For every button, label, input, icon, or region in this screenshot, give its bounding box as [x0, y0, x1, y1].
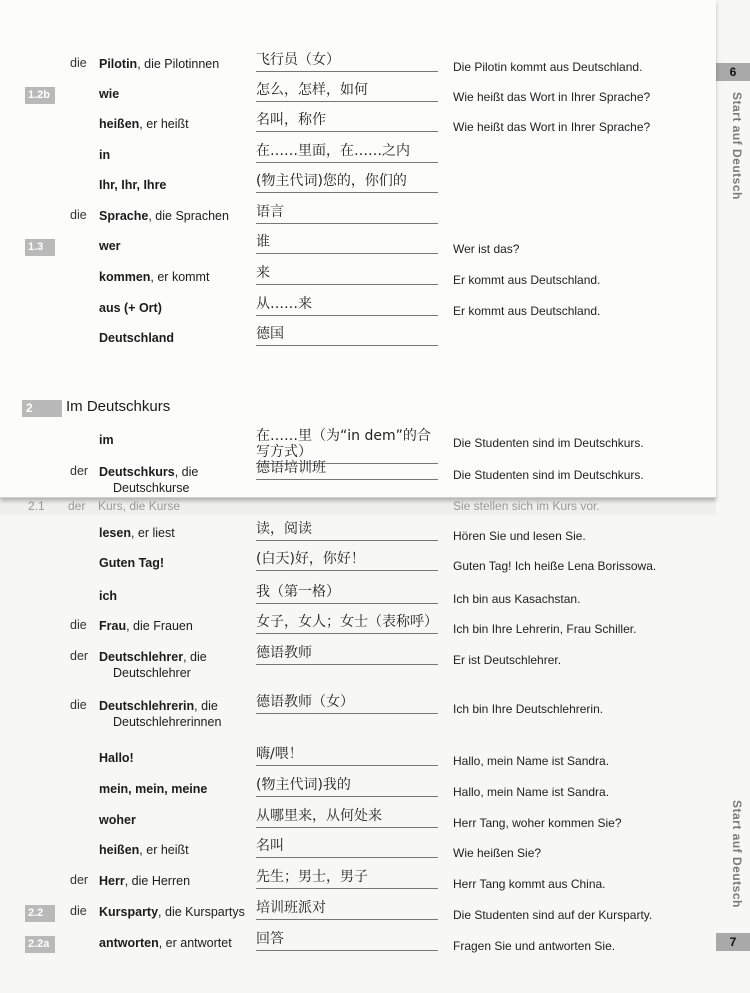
headword-forms: , er antwortet — [158, 936, 232, 950]
headword — [99, 464, 259, 496]
article: der — [70, 649, 89, 663]
headword-main: Frau — [99, 619, 127, 633]
headword — [99, 177, 259, 193]
example-sentence: Die Pilotin kommt aus Deutschland. — [453, 60, 643, 74]
ghost-article: der — [68, 499, 86, 513]
headword-main: Sprache — [99, 209, 149, 223]
headword — [99, 698, 259, 730]
vocab-row — [0, 931, 716, 962]
headword — [99, 873, 259, 889]
headword-main: Herr — [99, 874, 125, 888]
article: die — [70, 618, 87, 632]
article: die — [70, 208, 87, 222]
headword-forms: , er heißt — [139, 843, 189, 857]
chinese-translation: 德语教师（女） — [256, 694, 438, 714]
chinese-translation: 在……里面，在……之内 — [256, 143, 438, 163]
headword-main: Deutschlehrer — [99, 650, 184, 664]
headword-forms: , die Sprachen — [148, 209, 229, 223]
example-sentence: Wie heißen Sie? — [453, 846, 542, 860]
headword-forms-continued: Deutschlehrer — [113, 666, 191, 680]
chinese-translation: 来 — [256, 265, 438, 285]
ghost-tag: 2.1 — [28, 499, 45, 513]
chinese-translation: 谁 — [256, 234, 438, 254]
chinese-translation: 读，阅读 — [256, 521, 438, 541]
headword-forms: , die Frauen — [126, 619, 193, 633]
headword — [99, 56, 259, 72]
vocab-row — [0, 265, 716, 296]
chinese-translation: 从……来 — [256, 296, 438, 316]
chinese-translation: (物主代词)您的，你们的 — [256, 173, 438, 193]
chinese-translation: 在……里（为“in dem”的合写方式） — [256, 428, 438, 464]
vocab-row — [0, 838, 716, 869]
example-sentence: Er kommt aus Deutschland. — [453, 273, 601, 287]
vocab-row — [0, 204, 716, 235]
vocab-row — [0, 296, 716, 327]
ghost-example: Sie stellen sich im Kurs vor. — [453, 499, 600, 513]
headword — [99, 812, 259, 828]
vocab-row — [0, 460, 716, 495]
chinese-translation: 回答 — [256, 931, 438, 951]
headword-main: antworten — [99, 936, 159, 950]
vocab-row — [0, 428, 716, 459]
chinese-translation: 从哪里来，从何处来 — [256, 808, 438, 828]
article: die — [70, 698, 87, 712]
headword-main: wer — [99, 239, 121, 253]
vocab-row — [0, 112, 716, 143]
exercise-tag: 2.2 — [25, 905, 55, 922]
example-sentence: Die Studenten sind auf der Kursparty. — [453, 908, 653, 922]
chinese-translation: 女子，女人；女士（表称呼） — [256, 614, 438, 634]
headword-main: Kursparty — [99, 905, 159, 919]
chinese-translation: 德国 — [256, 326, 438, 346]
example-sentence: Wie heißt das Wort in Ihrer Sprache? — [453, 120, 651, 134]
chinese-translation: 德语教师 — [256, 645, 438, 665]
example-sentence: Hallo, mein Name ist Sandra. — [453, 785, 610, 799]
article: die — [70, 56, 87, 70]
underlying-page-strip — [0, 497, 716, 515]
side-title-bottom: Start auf Deutsch — [730, 800, 744, 908]
exercise-tag: 2.2a — [25, 936, 55, 953]
vocab-row — [0, 694, 716, 729]
headword — [99, 208, 259, 224]
example-sentence: Ich bin Ihre Lehrerin, Frau Schiller. — [453, 622, 637, 636]
headword — [99, 588, 259, 604]
headword-forms: , die — [183, 650, 207, 664]
article: die — [70, 904, 87, 918]
article: der — [70, 464, 89, 478]
page-number-tab-top: 6 — [716, 63, 750, 81]
example-sentence: Wer ist das? — [453, 242, 520, 256]
headword-main: lesen — [99, 526, 131, 540]
vocab-row — [0, 746, 716, 777]
headword — [99, 842, 259, 858]
example-sentence: Guten Tag! Ich heiße Lena Borissowa. — [453, 559, 657, 573]
headword-main: mein, mein, meine — [99, 782, 208, 796]
vocab-row — [0, 869, 716, 900]
section-title: Im Deutschkurs — [66, 398, 171, 415]
example-sentence: Ich bin Ihre Deutschlehrerin. — [453, 702, 604, 716]
vocab-row — [0, 52, 716, 83]
headword-main: Guten Tag! — [99, 556, 165, 570]
vocab-row — [0, 326, 716, 357]
example-sentence: Fragen Sie und antworten Sie. — [453, 939, 616, 953]
headword — [99, 649, 259, 681]
headword-forms: , die — [174, 465, 199, 479]
chinese-translation: 名叫 — [256, 838, 438, 858]
headword — [99, 269, 259, 285]
chinese-translation: 培训班派对 — [256, 900, 438, 920]
page-number-tab-bottom: 7 — [716, 933, 750, 951]
headword-main: wie — [99, 87, 120, 101]
headword — [99, 432, 259, 448]
vocab-row — [0, 173, 716, 204]
vocab-row — [0, 777, 716, 808]
chinese-translation: 嗨/喂！ — [256, 746, 438, 766]
example-sentence: Wie heißt das Wort in Ihrer Sprache? — [453, 90, 651, 104]
example-sentence: Er kommt aus Deutschland. — [453, 304, 601, 318]
section-number: 2 — [22, 400, 62, 417]
example-sentence: Herr Tang kommt aus China. — [453, 877, 606, 891]
headword — [99, 618, 259, 634]
headword-main: woher — [99, 813, 136, 827]
vocab-row — [0, 143, 716, 174]
vocab-row — [0, 614, 716, 645]
chinese-translation: 飞行员（女） — [256, 52, 438, 72]
headword — [99, 116, 259, 132]
headword — [99, 330, 259, 346]
headword-main: kommen — [99, 270, 151, 284]
headword — [99, 555, 259, 571]
headword-main: aus (+ Ort) — [99, 301, 162, 315]
headword-forms-continued: Deutschkurse — [113, 481, 190, 495]
headword-main: im — [99, 433, 114, 447]
example-sentence: Herr Tang, woher kommen Sie? — [453, 816, 622, 830]
vocab-row — [0, 900, 716, 931]
chinese-translation: 我（第一格） — [256, 584, 438, 604]
headword-forms: , er heißt — [139, 117, 189, 131]
headword-main: Deutschlehrerin — [99, 699, 195, 713]
headword-main: heißen — [99, 843, 140, 857]
headword-main: heißen — [99, 117, 140, 131]
example-sentence: Ich bin aus Kasachstan. — [453, 592, 581, 606]
headword — [99, 238, 259, 254]
exercise-tag: 1.3 — [25, 239, 55, 256]
headword-forms: , die Pilotinnen — [137, 57, 220, 71]
headword-main: Deutschland — [99, 331, 175, 345]
headword-forms-continued: Deutschlehrerinnen — [113, 715, 222, 729]
vocab-row — [0, 808, 716, 839]
article: der — [70, 873, 89, 887]
headword-forms: , die Herren — [124, 874, 191, 888]
headword — [99, 525, 259, 541]
vocab-row — [0, 584, 716, 615]
headword-main: Deutschkurs — [99, 465, 175, 479]
headword-forms: , er kommt — [150, 270, 210, 284]
headword-forms: , die — [194, 699, 218, 713]
side-title-top: Start auf Deutsch — [730, 92, 744, 200]
headword-main: Ihr, Ihr, Ihre — [99, 178, 167, 192]
vocab-row — [0, 234, 716, 265]
vocab-row — [0, 82, 716, 113]
chinese-translation: 德语培训班 — [256, 460, 438, 480]
chinese-translation: 怎么，怎样，如何 — [256, 82, 438, 102]
headword-main: ich — [99, 589, 118, 603]
vocab-row — [0, 645, 716, 680]
headword — [99, 904, 259, 920]
headword — [99, 300, 259, 316]
example-sentence: Hören Sie und lesen Sie. — [453, 529, 586, 543]
headword-forms: , die Kurspartys — [158, 905, 245, 919]
headword-forms: , er liest — [130, 526, 175, 540]
example-sentence: Hallo, mein Name ist Sandra. — [453, 754, 610, 768]
headword — [99, 935, 259, 951]
headword-main: in — [99, 148, 111, 162]
ghost-word: Kurs, die Kurse — [98, 499, 181, 513]
chinese-translation: 语言 — [256, 204, 438, 224]
example-sentence: Die Studenten sind im Deutschkurs. — [453, 468, 644, 482]
chinese-translation: (白天)好，你好！ — [256, 551, 438, 571]
chinese-translation: 名叫，称作 — [256, 112, 438, 132]
headword-main: Hallo! — [99, 751, 134, 765]
vocab-row — [0, 551, 716, 582]
chinese-translation: 先生；男士，男子 — [256, 869, 438, 889]
headword-main: Pilotin — [99, 57, 138, 71]
exercise-tag: 1.2b — [25, 87, 55, 104]
chinese-translation: (物主代词)我的 — [256, 777, 438, 797]
example-sentence: Er ist Deutschlehrer. — [453, 653, 562, 667]
headword — [99, 86, 259, 102]
vocab-row — [0, 521, 716, 552]
headword — [99, 147, 259, 163]
headword — [99, 750, 259, 766]
example-sentence: Die Studenten sind im Deutschkurs. — [453, 436, 644, 450]
headword — [99, 781, 259, 797]
